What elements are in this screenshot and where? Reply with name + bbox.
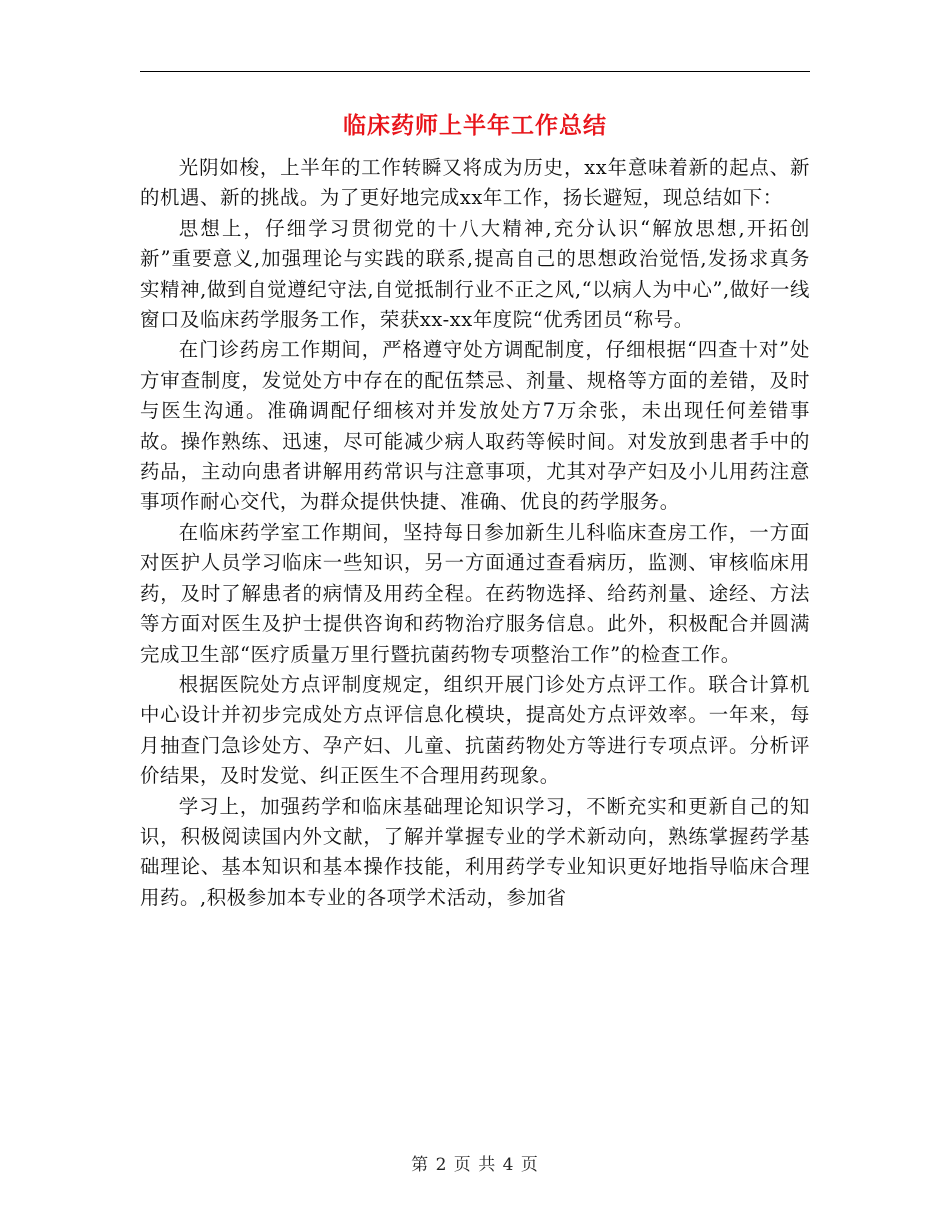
page-number-footer: 第 2 页 共 4 页 bbox=[411, 1155, 539, 1175]
paragraph-clinical-pharmacy: 在临床药学室工作期间，坚持每日参加新生儿科临床查房工作，一方面对医护人员学习临床一些知识，另一方面通过查看病历，监测、审核临床用药，及时了解患者的病情及用药全程。在药物选择、给药剂量、途经、方法等方面对医生及护士提供咨询和药物治疗服务信息。此外，积极配合并圆满完成卫生部“医疗质量万里行暨抗菌药物专项整治工作”的检查工作。 bbox=[140, 520, 810, 666]
document-title: 临床药师上半年工作总结 bbox=[343, 113, 607, 139]
header-rule bbox=[140, 71, 810, 72]
paragraph-study: 学习上，加强药学和临床基础理论知识学习，不断充实和更新自己的知识，积极阅读国内外文献，了解并掌握专业的学术新动向，熟练掌握药学基础理论、基本知识和基本操作技能，利用药学专业知识更好地指导临床合理用药。,积极参加本专业的各项学术活动，参加省 bbox=[140, 794, 810, 909]
paragraph-intro: 光阴如梭，上半年的工作转瞬又将成为历史，xx年意味着新的起点、新的机遇、新的挑战。为了更好地完成xx年工作，扬长避短，现总结如下： bbox=[140, 156, 810, 210]
document-body bbox=[140, 153, 810, 913]
paragraph-prescription-review: 根据医院处方点评制度规定，组织开展门诊处方点评工作。联合计算机中心设计并初步完成处方点评信息化模块，提高处方点评效率。一年来，每月抽查门急诊处方、孕产妇、儿童、抗菌药物处方等进行专项点评。分析评价结果，及时发觉、纠正医生不合理用药现象。 bbox=[140, 672, 810, 788]
paragraph-outpatient-pharmacy: 在门诊药房工作期间，严格遵守处方调配制度，仔细根据“四查十对”处方审查制度，发觉处方中存在的配伍禁忌、剂量、规格等方面的差错，及时与医生沟通。准确调配仔细核对并发放处方7万余张，未出现任何差错事故。操作熟练、迅速，尽可能减少病人取药等候时间。对发放到患者手中的药品，主动向患者讲解用药常识与注意事项，尤其对孕产妇及小儿用药注意事项作耐心交代，为群众提供快捷、准确、优良的药学服务。 bbox=[140, 338, 810, 514]
paragraph-ideology: 思想上，仔细学习贯彻党的十八大精神,充分认识“解放思想,开拓创新”重要意义,加强理论与实践的联系,提高自己的思想政治觉悟,发扬求真务实精神,做到自觉遵纪守法,自觉抵制行业不正之风,“以病人为中心”,做好一线窗口及临床药学服务工作，荣获xx-xx年度院“优秀团员“称号。 bbox=[140, 216, 810, 332]
